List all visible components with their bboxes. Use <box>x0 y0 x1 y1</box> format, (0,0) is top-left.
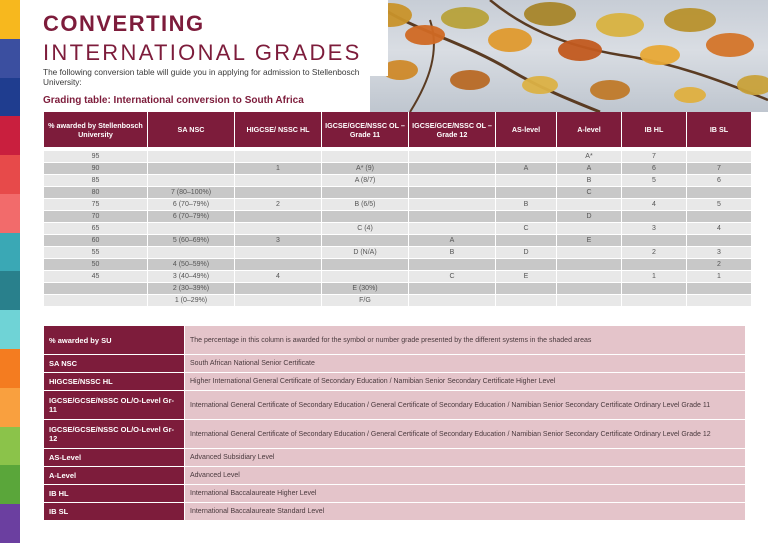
table-cell <box>409 283 495 294</box>
table-row <box>44 199 751 210</box>
legend-value: Advanced Subsidiary Level <box>185 449 745 466</box>
legend-row <box>44 391 745 419</box>
table-row <box>44 211 751 222</box>
legend-row <box>44 420 745 448</box>
table-cell <box>235 151 321 162</box>
stripe-3 <box>0 116 20 155</box>
column-header: IGCSE/GCE/NSSC OL – Grade 12 <box>409 112 495 147</box>
autumn-leaves-photo <box>370 0 768 112</box>
stripe-2 <box>0 78 20 117</box>
table-cell <box>409 151 495 162</box>
legend-key: IGCSE/GCSE/NSSC OL/O-Level Gr-11 <box>44 391 184 419</box>
legend-table <box>43 325 746 521</box>
table-cell <box>622 187 686 198</box>
table-cell: 6 <box>622 163 686 174</box>
table-cell: 7 <box>687 163 751 174</box>
stripe-6 <box>0 233 20 272</box>
table-cell <box>409 211 495 222</box>
legend-value: Advanced Level <box>185 467 745 484</box>
legend-value: South African National Senior Certificate <box>185 355 745 372</box>
table-cell <box>409 175 495 186</box>
legend-row <box>44 449 745 466</box>
table-cell: 85 <box>44 175 147 186</box>
table-cell <box>322 211 408 222</box>
table-cell: A* <box>557 151 621 162</box>
stripe-0 <box>0 0 20 39</box>
table-cell: 75 <box>44 199 147 210</box>
table-cell <box>235 295 321 306</box>
table-cell: 2 <box>622 247 686 258</box>
table-cell <box>687 151 751 162</box>
table-cell: D (N/A) <box>322 247 408 258</box>
legend-row <box>44 373 745 390</box>
table-cell: C <box>496 223 556 234</box>
table-cell: 3 (40–49%) <box>148 271 234 282</box>
legend-key: AS-Level <box>44 449 184 466</box>
table-cell: 2 <box>687 259 751 270</box>
stripe-4 <box>0 155 20 194</box>
table-cell: C <box>557 187 621 198</box>
table-cell: D <box>496 247 556 258</box>
legend-key: IGCSE/GCSE/NSSC OL/O-Level Gr-12 <box>44 420 184 448</box>
table-cell <box>44 283 147 294</box>
table-cell: 7 <box>622 151 686 162</box>
table-cell <box>409 295 495 306</box>
column-header: IB HL <box>622 112 686 147</box>
legend-key: IB SL <box>44 503 184 520</box>
table-cell: 1 (0–29%) <box>148 295 234 306</box>
table-cell <box>687 211 751 222</box>
table-cell: 60 <box>44 235 147 246</box>
table-cell: 2 (30–39%) <box>148 283 234 294</box>
legend-row <box>44 485 745 502</box>
column-header: % awarded by Stellenbosch University <box>44 112 147 147</box>
column-header: A-level <box>557 112 621 147</box>
table-cell <box>687 187 751 198</box>
legend-row <box>44 326 745 354</box>
table-cell <box>322 187 408 198</box>
table-row <box>44 247 751 258</box>
table-row <box>44 163 751 174</box>
table-cell: 50 <box>44 259 147 270</box>
table-cell: 5 (60–69%) <box>148 235 234 246</box>
table-cell: 65 <box>44 223 147 234</box>
table-cell: 90 <box>44 163 147 174</box>
table-row <box>44 283 751 294</box>
table-cell <box>148 247 234 258</box>
table-cell: 70 <box>44 211 147 222</box>
table-row <box>44 259 751 270</box>
table-cell: 1 <box>622 271 686 282</box>
table-cell <box>235 211 321 222</box>
table-cell <box>496 151 556 162</box>
table-cell <box>409 259 495 270</box>
stripe-9 <box>0 349 20 388</box>
legend-value: International Baccalaureate Standard Level <box>185 503 745 520</box>
table-cell: F/G <box>322 295 408 306</box>
table-cell: 2 <box>235 199 321 210</box>
table-cell <box>148 151 234 162</box>
legend-key: HIGCSE/NSSC HL <box>44 373 184 390</box>
legend-key: SA NSC <box>44 355 184 372</box>
table-cell: B <box>496 199 556 210</box>
table-row <box>44 223 751 234</box>
table-cell: 3 <box>687 247 751 258</box>
table-cell: A* (9) <box>322 163 408 174</box>
table-cell: 4 (50–59%) <box>148 259 234 270</box>
table-row <box>44 151 751 162</box>
column-header: SA NSC <box>148 112 234 147</box>
table-cell: E <box>557 235 621 246</box>
stripe-1 <box>0 39 20 78</box>
table-cell: E <box>496 271 556 282</box>
table-cell: A <box>409 235 495 246</box>
stripe-10 <box>0 388 20 427</box>
legend-value: Higher International General Certificate of Secondary Education / Namibian Senior Secondary Certificate Higher Level <box>185 373 745 390</box>
table-cell <box>687 295 751 306</box>
grading-table <box>43 111 752 307</box>
table-cell <box>409 199 495 210</box>
table-cell <box>496 283 556 294</box>
column-header: AS-level <box>496 112 556 147</box>
stripe-8 <box>0 310 20 349</box>
table-cell <box>622 283 686 294</box>
table-cell: A <box>557 163 621 174</box>
table-cell: A (8/7) <box>322 175 408 186</box>
table-cell: 6 (70–79%) <box>148 211 234 222</box>
table-cell: 6 <box>687 175 751 186</box>
stripe-7 <box>0 271 20 310</box>
stripe-5 <box>0 194 20 233</box>
table-cell <box>622 295 686 306</box>
table-cell <box>557 223 621 234</box>
table-cell <box>148 223 234 234</box>
table-cell <box>557 199 621 210</box>
table-cell <box>496 175 556 186</box>
table-cell: 1 <box>687 271 751 282</box>
stripe-13 <box>0 504 20 543</box>
intro-text: The following conversion table will guide you in applying for admission to Stellenbosch University: <box>43 67 360 87</box>
legend-value: International General Certificate of Secondary Education / General Certificate of Secondary Education / Namibian Senior Secondary Certificate Ordinary Level Grade 11 <box>185 391 745 419</box>
table-cell <box>235 187 321 198</box>
table-cell: 6 (70–79%) <box>148 199 234 210</box>
table-cell <box>687 283 751 294</box>
table-cell <box>496 187 556 198</box>
table-cell <box>235 247 321 258</box>
table-cell: B <box>557 175 621 186</box>
page-subtitle: INTERNATIONAL GRADES <box>43 40 362 65</box>
table-cell <box>622 235 686 246</box>
table-cell: 4 <box>687 223 751 234</box>
table-cell: 4 <box>235 271 321 282</box>
table-cell <box>557 247 621 258</box>
table-cell: B <box>409 247 495 258</box>
table-cell <box>496 211 556 222</box>
legend-row <box>44 503 745 520</box>
table-cell: 5 <box>622 175 686 186</box>
legend-value: The percentage in this column is awarded for the symbol or number grade presented by the different systems in the shaded areas <box>185 326 745 354</box>
table-cell <box>557 271 621 282</box>
table-cell <box>622 259 686 270</box>
table-cell <box>148 163 234 174</box>
stripe-11 <box>0 427 20 466</box>
table-cell: 1 <box>235 163 321 174</box>
table-cell: A <box>496 163 556 174</box>
table-row <box>44 235 751 246</box>
table-cell: D <box>557 211 621 222</box>
table-cell <box>557 295 621 306</box>
table-cell: 3 <box>622 223 686 234</box>
column-header: HIGCSE/ NSSC HL <box>235 112 321 147</box>
table-row <box>44 175 751 186</box>
table-cell <box>557 283 621 294</box>
legend-value: International Baccalaureate Higher Level <box>185 485 745 502</box>
legend-key: IB HL <box>44 485 184 502</box>
legend-row <box>44 355 745 372</box>
color-stripe-bar <box>0 0 20 543</box>
table-cell <box>687 235 751 246</box>
table-cell <box>322 235 408 246</box>
table-cell <box>409 163 495 174</box>
table-heading: Grading table: International conversion to South Africa <box>43 95 304 106</box>
table-cell <box>496 259 556 270</box>
table-row <box>44 271 751 282</box>
table-row <box>44 295 751 306</box>
table-cell: 45 <box>44 271 147 282</box>
table-cell <box>235 175 321 186</box>
table-cell <box>322 151 408 162</box>
stripe-12 <box>0 465 20 504</box>
legend-key: % awarded by SU <box>44 326 184 354</box>
table-cell: 7 (80–100%) <box>148 187 234 198</box>
table-cell <box>322 271 408 282</box>
table-cell <box>622 211 686 222</box>
table-cell <box>496 235 556 246</box>
table-cell: 4 <box>622 199 686 210</box>
table-cell <box>409 187 495 198</box>
table-cell: C <box>409 271 495 282</box>
table-row <box>44 187 751 198</box>
legend-key: A-Level <box>44 467 184 484</box>
table-cell <box>557 259 621 270</box>
legend-row <box>44 467 745 484</box>
table-cell <box>44 295 147 306</box>
table-cell <box>235 223 321 234</box>
table-cell <box>235 259 321 270</box>
table-cell: E (30%) <box>322 283 408 294</box>
table-cell: 55 <box>44 247 147 258</box>
legend-value: International General Certificate of Secondary Education / General Certificate of Secondary Education / Namibian Senior Secondary Certificate Ordinary Level Grade 12 <box>185 420 745 448</box>
table-cell <box>235 283 321 294</box>
table-cell <box>148 175 234 186</box>
table-cell <box>409 223 495 234</box>
table-cell: 5 <box>687 199 751 210</box>
table-cell: B (6/5) <box>322 199 408 210</box>
table-cell <box>322 259 408 270</box>
table-spacer <box>44 148 751 150</box>
table-cell: C (4) <box>322 223 408 234</box>
page-title: CONVERTING <box>43 11 205 36</box>
table-cell <box>496 295 556 306</box>
table-cell: 80 <box>44 187 147 198</box>
column-header: IB SL <box>687 112 751 147</box>
table-cell: 3 <box>235 235 321 246</box>
column-header: IGCSE/GCE/NSSC OL – Grade 11 <box>322 112 408 147</box>
table-cell: 95 <box>44 151 147 162</box>
